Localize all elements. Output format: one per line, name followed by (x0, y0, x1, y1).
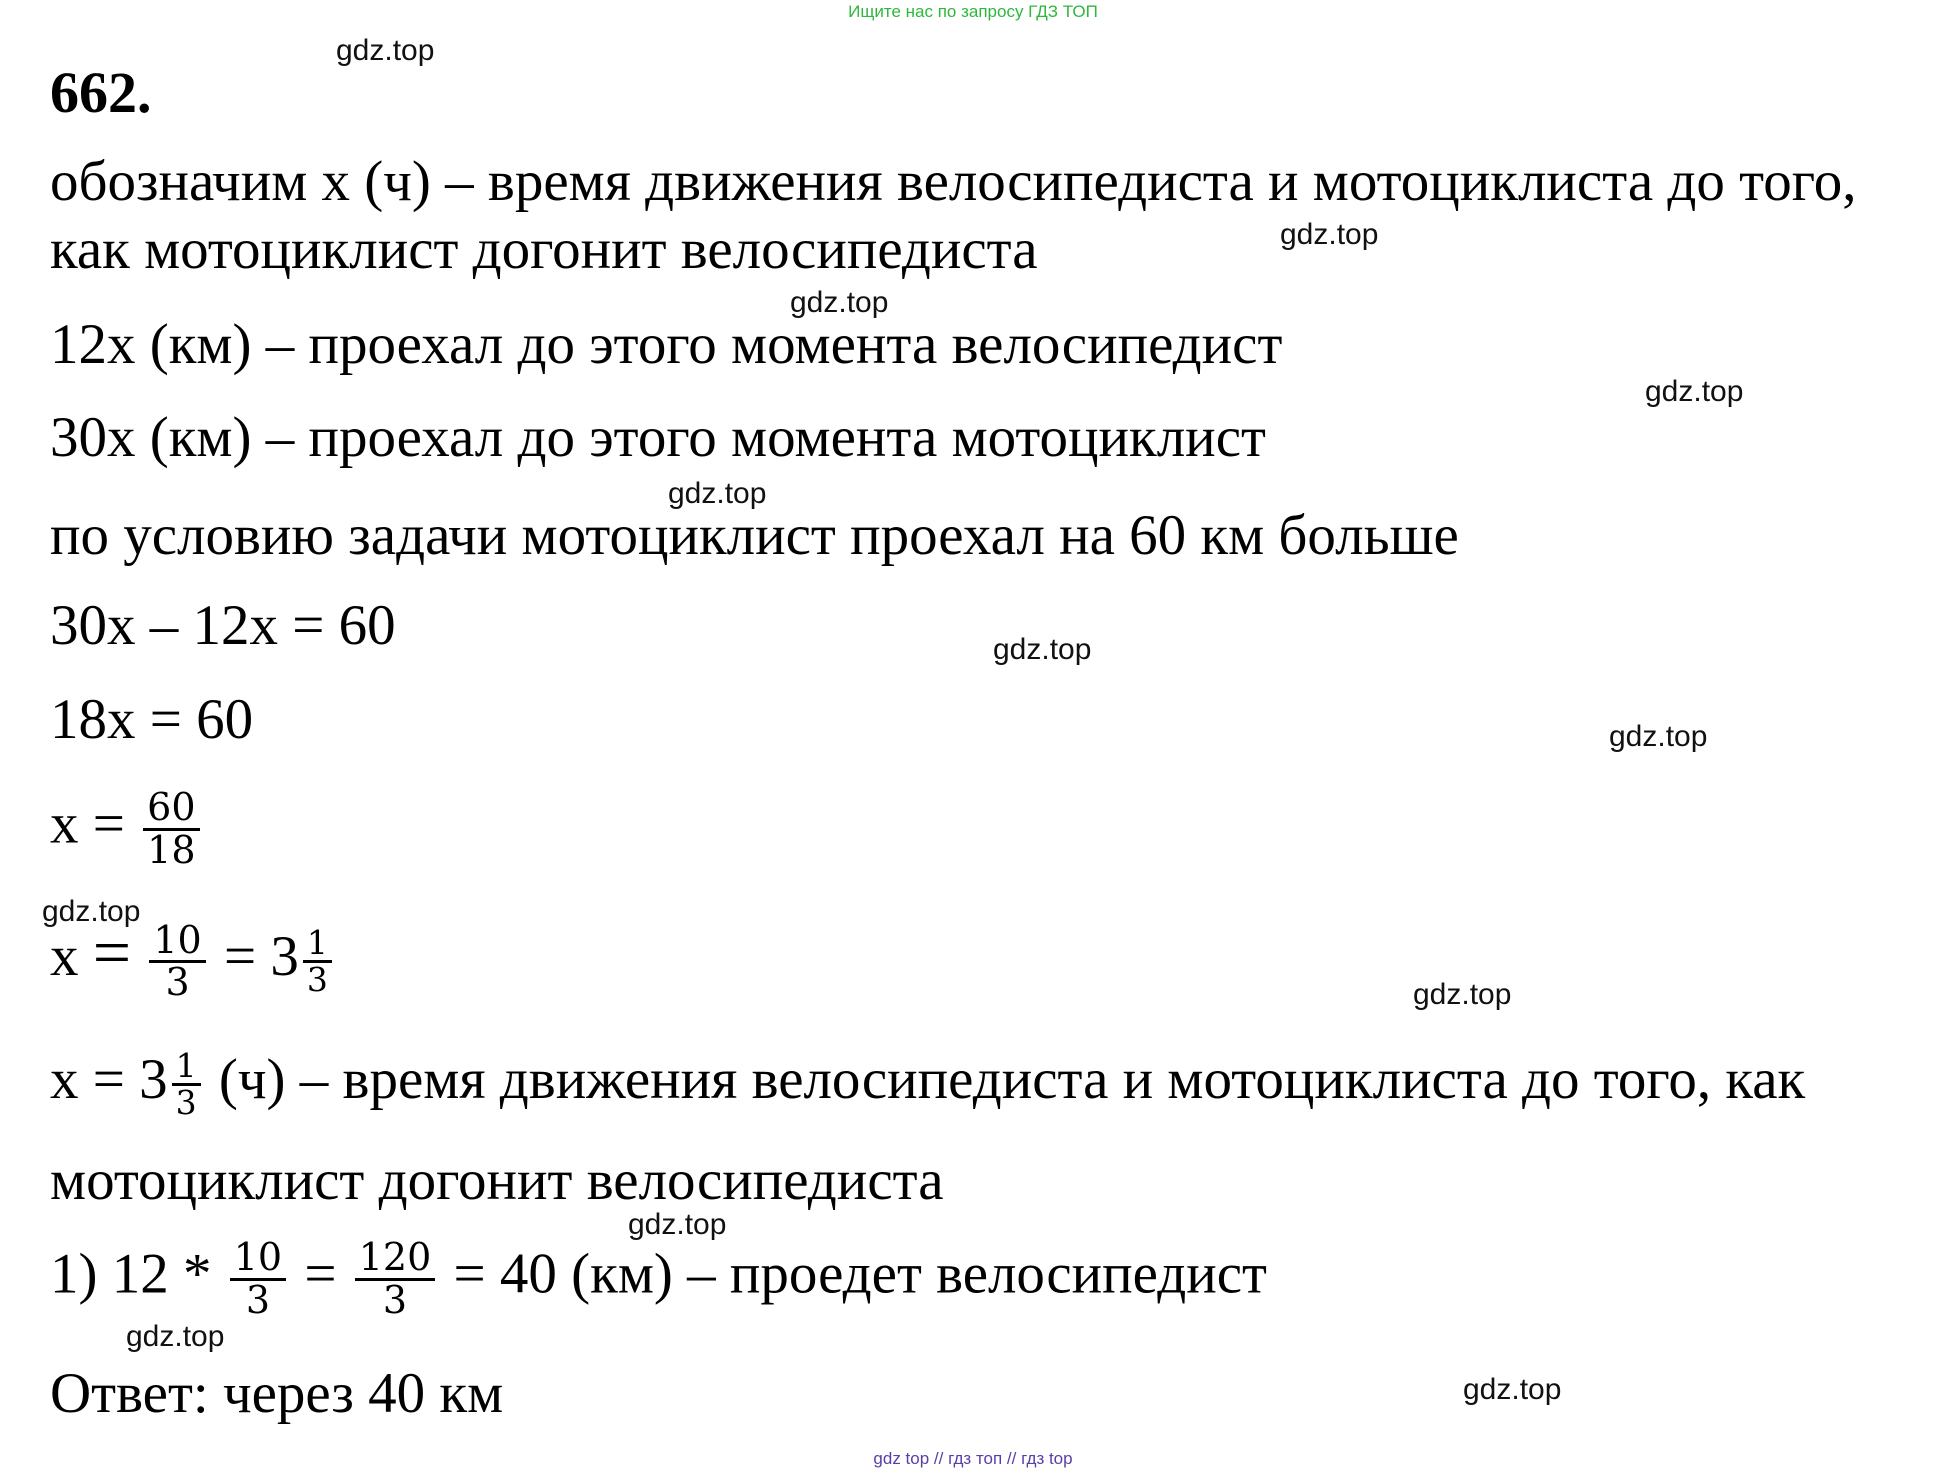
watermark: gdz.top (42, 895, 141, 928)
watermark: gdz.top (1463, 1373, 1562, 1406)
solution-line-1: обозначим x (ч) – время движения велосипедиста и мотоциклиста до того, (50, 150, 1857, 213)
solution-line-11: мотоциклист догонит велосипедиста (50, 1149, 944, 1212)
fraction-numerator: 60 (143, 788, 199, 831)
fraction-numerator: 1 (303, 926, 332, 964)
equation-4-mid: = 3 (209, 925, 299, 988)
fraction-1-3 (172, 1045, 201, 1123)
watermark: gdz.top (993, 633, 1092, 666)
watermark: gdz.top (668, 477, 767, 510)
fraction-numerator: 10 (230, 1238, 286, 1281)
equation-4-prefix: x (50, 925, 93, 988)
watermark: gdz.top (1413, 978, 1512, 1011)
bottom-banner: gdz top // гдз топ // гдз top (873, 1449, 1073, 1468)
fraction-denominator: 3 (382, 1277, 408, 1322)
answer: Ответ: через 40 км (50, 1362, 504, 1425)
calculation-1 (50, 1235, 1267, 1322)
fraction-numerator: 1 (172, 1049, 201, 1087)
fraction-denominator: 3 (306, 960, 328, 1000)
watermark: gdz.top (1280, 218, 1379, 251)
solution-line-3: 12x (км) – проехал до этого момента велосипедист (50, 313, 1283, 376)
problem-number: 662. (50, 60, 152, 125)
equation-4 (50, 914, 336, 1005)
equation-1: 30x – 12x = 60 (50, 594, 396, 657)
watermark: gdz.top (790, 286, 889, 319)
calc-equals: = (290, 1242, 351, 1306)
calc-prefix: 1) 12 * (50, 1242, 226, 1306)
fraction-1-3 (303, 922, 332, 1000)
fraction-denominator: 3 (165, 960, 190, 1005)
line-10-suffix: (ч) – время движения велосипедиста и мотоциклиста до того, как (204, 1048, 1806, 1111)
fraction-denominator: 18 (147, 827, 196, 872)
fraction-numerator: 120 (355, 1238, 436, 1281)
fraction-120-3 (355, 1235, 436, 1322)
solution-line-5: по условию задачи мотоциклист проехал на 60 км больше (50, 504, 1459, 567)
equation-3 (50, 785, 204, 872)
fraction-10-3 (230, 1235, 286, 1322)
equation-2: 18x = 60 (50, 688, 254, 751)
watermark: gdz.top (336, 34, 435, 67)
fraction-numerator: 10 (149, 921, 205, 964)
fraction-denominator: 3 (175, 1083, 197, 1123)
solution-line-4: 30x (км) – проехал до этого момента мотоциклист (50, 406, 1266, 469)
fraction-60-18 (143, 785, 199, 872)
top-banner: Ищите нас по запросу ГДЗ ТОП (848, 2, 1098, 21)
equals-sign: = (92, 914, 132, 990)
fraction-denominator: 3 (245, 1277, 270, 1322)
solution-line-2: как мотоциклист догонит велосипедиста (50, 218, 1038, 281)
watermark: gdz.top (126, 1320, 225, 1353)
watermark: gdz.top (1609, 720, 1708, 753)
equation-3-prefix: x = (50, 792, 140, 856)
solution-line-10 (50, 1046, 1805, 1121)
watermark: gdz.top (628, 1208, 727, 1241)
calc-suffix: = 40 (км) – проедет велосипедист (439, 1242, 1267, 1306)
watermark: gdz.top (1645, 375, 1744, 408)
line-10-prefix: x = 3 (50, 1048, 168, 1111)
fraction-10-3 (149, 917, 205, 1005)
